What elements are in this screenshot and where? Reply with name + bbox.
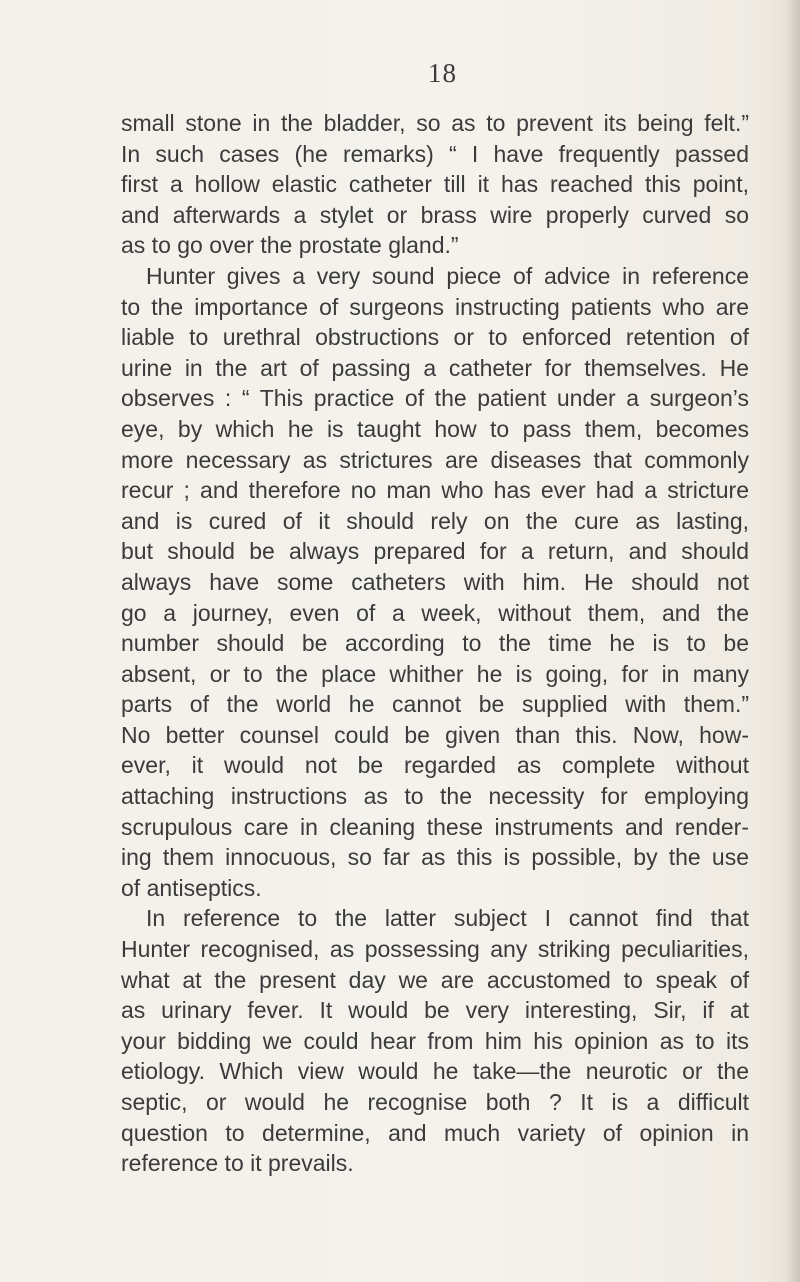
text-line: small stone in the bladder, so as to prevent its being felt.” — [121, 110, 749, 136]
text-line: Hunter gives a very sound piece of advice in reference — [146, 262, 749, 289]
page-edge-shadow — [786, 0, 800, 1282]
text-line: reference to it prevails. — [121, 1150, 354, 1177]
text-line: more necessary as strictures are diseases that commonly — [121, 446, 749, 473]
text-line: number should be according to the time he is to be — [121, 630, 749, 657]
text-line: Hunter recognised, as possessing any striking peculiarities, — [121, 936, 749, 963]
text-line: attaching instructions as to the necessity for employing — [121, 783, 749, 810]
text-line: ever, it would not be regarded as complete without — [121, 752, 749, 779]
text-line: scrupulous care in cleaning these instruments and render- — [121, 813, 749, 840]
page-number: 18 — [428, 58, 457, 88]
text-line: No better counsel could be given than this. Now, how- — [121, 721, 749, 748]
text-line: In such cases (he remarks) “ I have frequently passed — [121, 140, 749, 167]
text-line: of antiseptics. — [121, 874, 262, 901]
text-line: eye, by which he is taught how to pass them, becomes — [121, 415, 749, 442]
text-line: as to go over the prostate gland.” — [121, 232, 459, 259]
text-line: absent, or to the place whither he is going, for in many — [121, 660, 749, 687]
body-text — [121, 108, 749, 1179]
text-line: question to determine, and much variety of opinion in — [121, 1119, 749, 1146]
text-line: go a journey, even of a week, without them, and the — [121, 599, 749, 626]
text-line: and is cured of it should rely on the cure as lasting, — [121, 507, 749, 534]
text-line: as urinary fever. It would be very interesting, Sir, if at — [121, 997, 749, 1024]
text-line: In reference to the latter subject I cannot find that — [146, 905, 749, 932]
text-line: always have some catheters with him. He should not — [121, 568, 749, 595]
text-line: to the importance of surgeons instructing patients who are — [121, 293, 749, 320]
text-line: etiology. Which view would he take—the neurotic or the — [121, 1058, 749, 1085]
text-line: liable to urethral obstructions or to enforced retention of — [121, 324, 749, 351]
text-line: observes : “ This practice of the patient under a surgeon’s — [121, 385, 749, 412]
text-line: ing them innocuous, so far as this is possible, by the use — [121, 844, 749, 871]
text-line: septic, or would he recognise both ? It is a difficult — [121, 1089, 749, 1115]
text-line: and afterwards a stylet or brass wire properly curved so — [121, 201, 749, 228]
text-line: what at the present day we are accustomed to speak of — [121, 966, 749, 993]
text-line: urine in the art of passing a catheter for themselves. He — [121, 354, 749, 381]
text-line: recur ; and therefore no man who has ever had a stricture — [121, 477, 749, 504]
text-line: your bidding we could hear from him his opinion as to its — [121, 1027, 749, 1054]
text-line: parts of the world he cannot be supplied with them.” — [121, 691, 749, 718]
text-line: but should be always prepared for a return, and should — [121, 538, 749, 565]
text-line: first a hollow elastic catheter till it has reached this point, — [121, 171, 749, 198]
